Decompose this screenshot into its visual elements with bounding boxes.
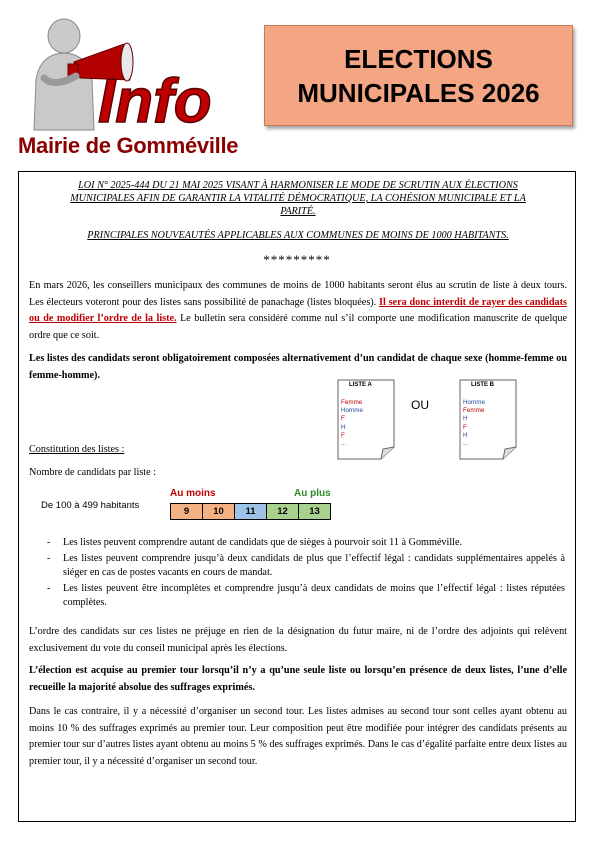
second-round-paragraph: Dans le cas contraire, il y a nécessité d’organiser un second tour. Les listes admises au second tour sont celles ayant obtenu au moins 10 % des suffrages exprimés au premier tour. Leur composition peut être modifiée pour intégrer des candidats présents au premier tour sur d’autres listes ayant obtenu au moins 5 % des suffrages exprimés. Dans le cas d’égalité parfaite entre deux listes au premier tour, il y a nécessité d’organiser un second tour. <box>29 706 567 767</box>
mairie-name: Mairie de Gomméville <box>18 133 239 158</box>
order-paragraph: L’ordre des candidats sur ces listes ne préjuge en rien de la désignation du futur maire, ni de l’ordre des adjoints qui relèvent exclusivement du vote du conseil municipal après les élections. <box>29 626 567 654</box>
constitution-heading: Constitution des listes : <box>29 444 125 455</box>
list-b-card <box>459 379 517 460</box>
list-b-item: Femme <box>463 407 485 415</box>
table-cell: 12 <box>267 504 299 520</box>
list-a-item: H <box>341 423 346 431</box>
au-moins-label: Au moins <box>170 488 216 499</box>
au-plus-label: Au plus <box>294 488 331 499</box>
title-line-1: ELECTIONS <box>344 43 493 74</box>
table-cell: 11 <box>235 504 267 520</box>
content-frame <box>18 171 576 822</box>
table-cell: 13 <box>299 504 331 520</box>
list-a-title: LISTE A <box>349 382 372 388</box>
title-box <box>264 25 573 126</box>
table-cell: 10 <box>203 504 235 520</box>
law-title-line-1: LOI N° 2025-444 DU 21 MAI 2025 VISANT À HARMONISER LE MODE DE SCRUTIN AUX ÉLECTIONS <box>78 180 518 191</box>
intro-text-end: Le bulletin sera considéré comme nul s’il comporte une modification manuscrite de quelque ordre que ce soit. <box>29 313 567 341</box>
list-item: - Les listes peuvent être incomplètes et comprendre jusqu’à deux candidats de moins que l’effectif légal : listes réputées complètes. <box>47 582 565 611</box>
intro-paragraph <box>29 278 567 344</box>
intro-text: En mars 2026, les conseillers municipaux des communes de moins de 1000 habitants seront élus au scrutin de liste à deux tours. Les électeurs voteront pour des listes sans possibilité de panachage (listes bloquées). <box>29 280 567 308</box>
list-item: - Les listes peuvent comprendre autant de candidats que de sièges à pourvoir soit 11 à Gomméville. <box>47 536 565 551</box>
parity-paragraph: Les listes des candidats seront obligatoirement composées alternativement d’un candidat de chaque sexe (homme-femme ou femme-homme). <box>29 353 567 381</box>
list-a-item: Femme <box>341 399 363 406</box>
stars-separator: ********* <box>263 252 331 267</box>
ou-label: OU <box>411 398 429 412</box>
nombre-label: Nombre de candidats par liste : <box>29 467 157 478</box>
list-a-item: ... <box>341 440 347 448</box>
law-title-line-3: PARITÉ. <box>280 206 316 217</box>
candidates-number-table <box>170 503 331 520</box>
list-b-title: LISTE B <box>471 382 495 388</box>
table-cell: 9 <box>171 504 203 520</box>
list-b-item: H <box>463 415 468 423</box>
list-a-item: F <box>341 431 345 439</box>
logo-text: Info <box>98 67 212 136</box>
list-b-items <box>463 399 485 448</box>
law-title-line-2: MUNICIPALES AFIN DE GARANTIR LA VITALITÉ DÉMOCRATIQUE, LA COHÉSION MUNICIPALE ET LA <box>70 193 526 204</box>
intro-warning: Il sera donc interdit de rayer des candidats ou de modifier l’ordre de la liste. <box>29 296 567 324</box>
list-b-item: Homme <box>463 399 486 406</box>
list-b-item: F <box>463 423 467 431</box>
list-item: - Les listes peuvent comprendre jusqu’à deux candidats de plus que l’effectif légal : candidats supplémentaires appelés à siéger en cas de postes vacants en cours de mandat. <box>47 552 565 581</box>
list-a-items <box>341 399 363 448</box>
title-line-2: MUNICIPALES 2026 <box>297 77 540 108</box>
rules-list <box>47 536 565 612</box>
list-a-item: F <box>341 415 345 423</box>
list-b-item: ... <box>463 440 469 448</box>
list-b-item: H <box>463 431 468 439</box>
law-subtitle: PRINCIPALES NOUVEAUTÉS APPLICABLES AUX COMMUNES DE MOINS DE 1000 HABITANTS. <box>87 230 509 241</box>
table-row-label: De 100 à 499 habitants <box>41 500 140 511</box>
list-a-item: Homme <box>341 407 364 415</box>
first-round-paragraph: L’élection est acquise au premier tour lorsqu’il n’y a qu’une seule liste ou lorsqu’en présence de deux listes, l’une d’elle recueille la majorité absolue des suffrages exprimés. <box>29 665 567 693</box>
list-a-card <box>337 379 395 460</box>
megaphone-icon <box>14 18 264 138</box>
table-row <box>171 504 331 520</box>
